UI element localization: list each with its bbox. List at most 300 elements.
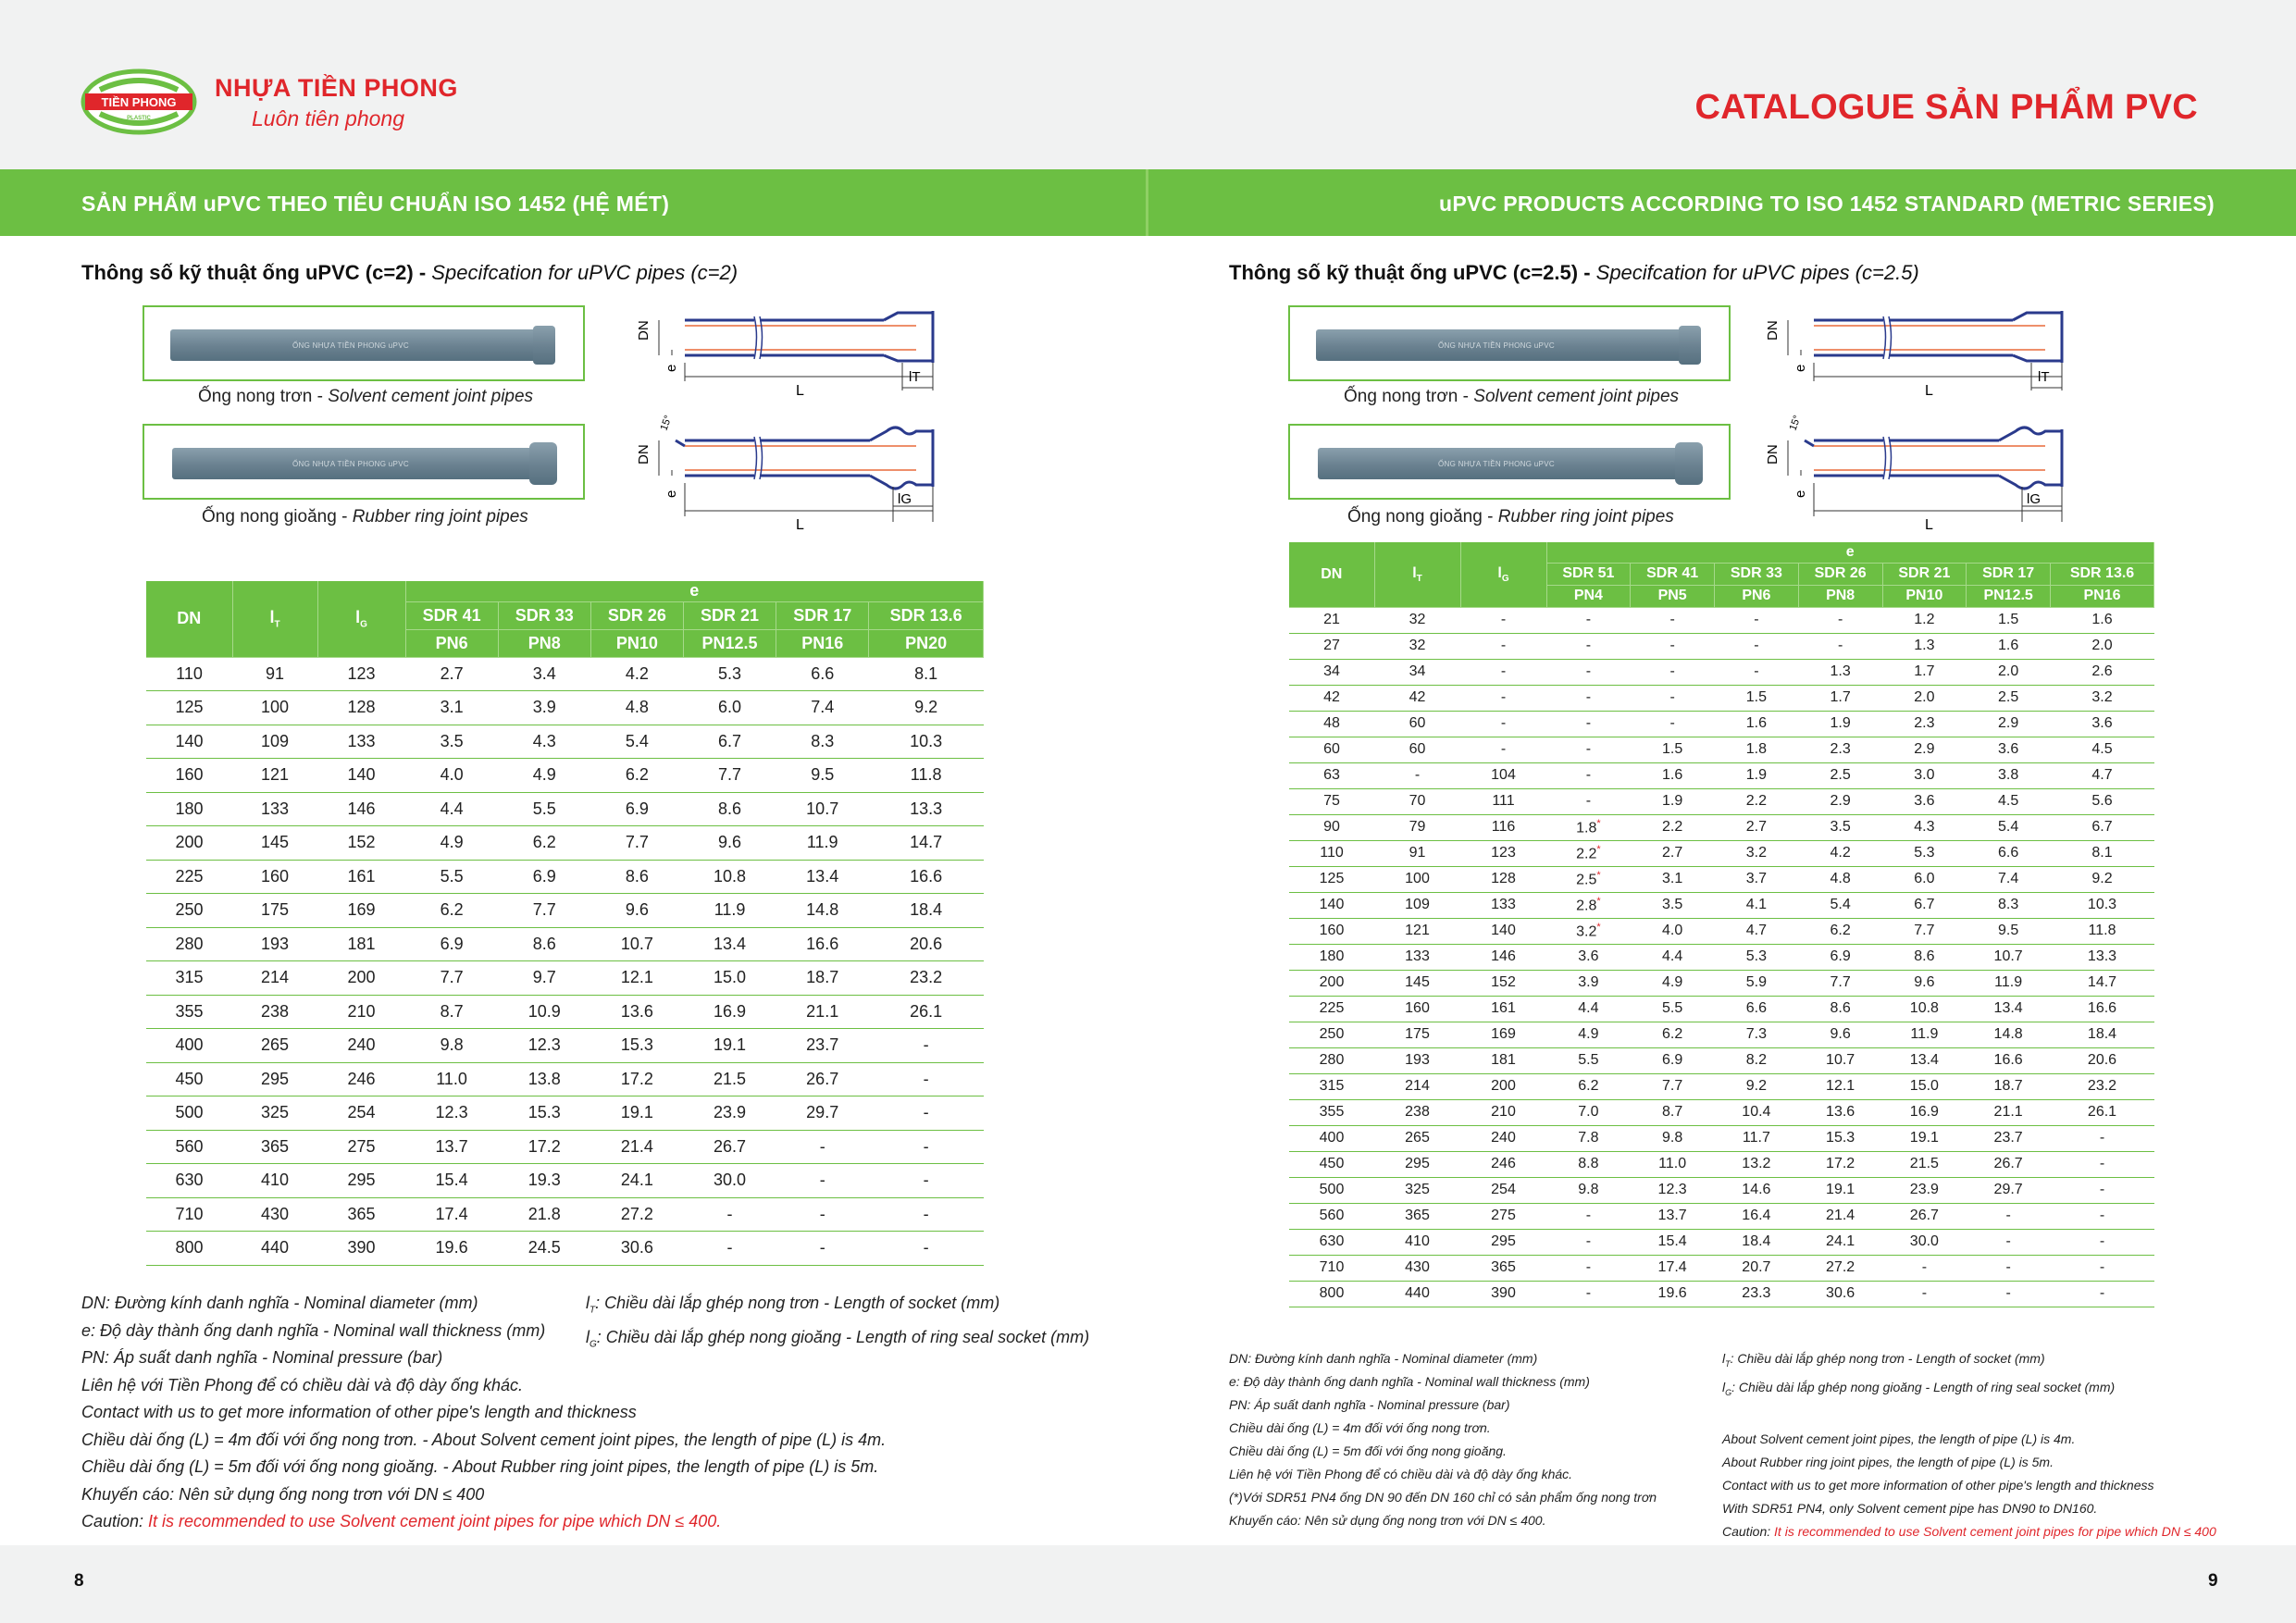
table-cell: 6.0 xyxy=(683,691,776,725)
table-cell: 1.5 xyxy=(1967,607,2051,633)
table-cell: 800 xyxy=(146,1232,232,1266)
table-row xyxy=(1289,685,2154,711)
table-cell: 10.9 xyxy=(498,995,590,1029)
table-cell: 7.4 xyxy=(776,691,869,725)
col-lt: $l_T$ xyxy=(232,581,317,657)
right-photo-rubber: ỐNG NHỰA TIỀN PHONG uPVC xyxy=(1288,424,1731,500)
table-cell: 9.2 xyxy=(869,691,984,725)
pn-header: PN10 xyxy=(590,629,683,657)
table-cell: 169 xyxy=(317,894,405,928)
table-cell: - xyxy=(1967,1255,2051,1281)
table-cell: 16.6 xyxy=(1967,1047,2051,1073)
table-cell: 161 xyxy=(1460,996,1546,1022)
table-cell: 210 xyxy=(1460,1099,1546,1125)
table-cell: 3.5 xyxy=(405,725,498,759)
svg-text:L: L xyxy=(796,383,804,399)
table-cell: 295 xyxy=(317,1164,405,1198)
table-cell: 3.5 xyxy=(1798,814,1882,840)
table-cell: - xyxy=(1546,1203,1631,1229)
table-cell: - xyxy=(1882,1281,1967,1307)
table-cell: 140 xyxy=(1460,918,1546,944)
right-diagram-rubber xyxy=(1765,414,2073,539)
table-cell: 9.6 xyxy=(1882,970,1967,996)
table-cell: 1.8 xyxy=(1715,737,1799,762)
table-cell: 2.7 xyxy=(1631,840,1715,866)
table-cell: 26.1 xyxy=(869,995,984,1029)
table-row xyxy=(1289,1125,2154,1151)
col-lg: $l_G$ xyxy=(317,581,405,657)
table-cell: 410 xyxy=(1374,1229,1460,1255)
table-cell: 450 xyxy=(1289,1151,1374,1177)
table-cell: 7.3 xyxy=(1715,1022,1799,1047)
table-cell: 325 xyxy=(1374,1177,1460,1203)
table-row xyxy=(1289,918,2154,944)
table-cell: 60 xyxy=(1289,737,1374,762)
table-cell: - xyxy=(2051,1255,2154,1281)
table-cell: 23.9 xyxy=(683,1096,776,1131)
table-row xyxy=(1289,659,2154,685)
table-cell: - xyxy=(1546,1229,1631,1255)
svg-text:lT: lT xyxy=(909,369,921,385)
table-row xyxy=(146,894,984,928)
svg-text:15°: 15° xyxy=(1787,414,1804,433)
table-cell: 160 xyxy=(146,759,232,793)
svg-text:lG: lG xyxy=(898,491,912,507)
table-cell: - xyxy=(1631,685,1715,711)
svg-text:L: L xyxy=(1925,383,1933,399)
table-cell: 13.4 xyxy=(683,927,776,961)
table-cell: 10.8 xyxy=(683,860,776,894)
table-cell: 13.3 xyxy=(2051,944,2154,970)
table-cell: - xyxy=(869,1232,984,1266)
table-cell: - xyxy=(1631,659,1715,685)
table-cell: 5.4 xyxy=(590,725,683,759)
table-cell: 11.0 xyxy=(405,1062,498,1096)
table-cell: 2.7 xyxy=(1715,814,1799,840)
table-cell: 21.1 xyxy=(776,995,869,1029)
table-cell: - xyxy=(1546,1255,1631,1281)
table-cell: 7.7 xyxy=(590,826,683,861)
sdr-header: SDR 26 xyxy=(1798,563,1882,585)
col-dn: DN xyxy=(1289,542,1374,607)
svg-text:15°: 15° xyxy=(658,414,675,433)
table-cell: 6.2 xyxy=(590,759,683,793)
table-cell: 10.4 xyxy=(1715,1099,1799,1125)
table-cell: - xyxy=(1546,788,1631,814)
table-cell: 10.7 xyxy=(590,927,683,961)
table-cell: 123 xyxy=(1460,840,1546,866)
table-cell: 15.3 xyxy=(498,1096,590,1131)
table-cell: 8.6 xyxy=(683,792,776,826)
table-cell: - xyxy=(1798,633,1882,659)
table-cell: 710 xyxy=(146,1197,232,1232)
pn-header: PN8 xyxy=(1798,585,1882,607)
table-cell: 6.2 xyxy=(498,826,590,861)
table-cell: 315 xyxy=(1289,1073,1374,1099)
table-cell: 2.5 xyxy=(1967,685,2051,711)
table-cell: 23.7 xyxy=(1967,1125,2051,1151)
table-cell: 5.3 xyxy=(1715,944,1799,970)
table-cell: 21 xyxy=(1289,607,1374,633)
table-cell: 4.5 xyxy=(2051,737,2154,762)
table-row xyxy=(1289,1099,2154,1125)
table-cell: 32 xyxy=(1374,633,1460,659)
table-cell: 152 xyxy=(317,826,405,861)
table-cell: 365 xyxy=(1460,1255,1546,1281)
table-cell: 246 xyxy=(317,1062,405,1096)
table-cell: - xyxy=(1631,607,1715,633)
table-cell: 1.5 xyxy=(1715,685,1799,711)
table-cell: - xyxy=(1967,1229,2051,1255)
table-cell: 111 xyxy=(1460,788,1546,814)
right-spec-table xyxy=(1289,542,2154,1307)
table-cell: - xyxy=(683,1197,776,1232)
table-cell: 710 xyxy=(1289,1255,1374,1281)
table-cell: 121 xyxy=(1374,918,1460,944)
table-cell: 5.5 xyxy=(405,860,498,894)
table-cell: 23.9 xyxy=(1882,1177,1967,1203)
table-cell: 19.1 xyxy=(590,1096,683,1131)
table-cell: 10.8 xyxy=(1882,996,1967,1022)
table-cell: 6.7 xyxy=(1882,892,1967,918)
table-row xyxy=(146,657,984,691)
table-cell: 24.5 xyxy=(498,1232,590,1266)
table-row xyxy=(146,826,984,861)
table-cell: 315 xyxy=(146,961,232,996)
table-cell: 18.4 xyxy=(869,894,984,928)
table-cell: - xyxy=(1546,1281,1631,1307)
table-row xyxy=(146,860,984,894)
sdr-header: SDR 21 xyxy=(683,601,776,629)
table-cell: 29.7 xyxy=(776,1096,869,1131)
table-cell: 70 xyxy=(1374,788,1460,814)
table-cell: 9.7 xyxy=(498,961,590,996)
table-cell: 1.6 xyxy=(1631,762,1715,788)
sdr-header: SDR 21 xyxy=(1882,563,1967,585)
table-row xyxy=(146,1096,984,1131)
table-cell: 8.1 xyxy=(2051,840,2154,866)
table-cell: 5.5 xyxy=(1546,1047,1631,1073)
table-cell: 20.7 xyxy=(1715,1255,1799,1281)
table-cell: 4.9 xyxy=(405,826,498,861)
table-cell: 11.9 xyxy=(776,826,869,861)
table-cell: 27 xyxy=(1289,633,1374,659)
table-cell: 7.0 xyxy=(1546,1099,1631,1125)
table-cell: 5.3 xyxy=(683,657,776,691)
table-cell: 12.3 xyxy=(498,1029,590,1063)
table-cell: 140 xyxy=(317,759,405,793)
table-cell: 23.2 xyxy=(869,961,984,996)
table-cell: 15.3 xyxy=(1798,1125,1882,1151)
table-cell: - xyxy=(1631,633,1715,659)
sdr-header: SDR 41 xyxy=(405,601,498,629)
table-cell: 2.6 xyxy=(2051,659,2154,685)
table-cell: 2.7 xyxy=(405,657,498,691)
table-cell: 275 xyxy=(1460,1203,1546,1229)
pn-header: PN20 xyxy=(869,629,984,657)
table-cell: - xyxy=(1546,685,1631,711)
table-cell: 4.3 xyxy=(1882,814,1967,840)
table-cell: 17.4 xyxy=(1631,1255,1715,1281)
table-cell: 21.5 xyxy=(683,1062,776,1096)
table-cell: 560 xyxy=(146,1130,232,1164)
table-cell: 6.0 xyxy=(1882,866,1967,892)
sdr-header: SDR 17 xyxy=(1967,563,2051,585)
table-cell: 440 xyxy=(232,1232,317,1266)
table-cell: 123 xyxy=(317,657,405,691)
table-cell: 225 xyxy=(1289,996,1374,1022)
table-cell: 4.8 xyxy=(1798,866,1882,892)
table-cell: 13.6 xyxy=(590,995,683,1029)
table-cell: 128 xyxy=(317,691,405,725)
table-cell: 6.9 xyxy=(498,860,590,894)
right-spec-title: Thông số kỹ thuật ống uPVC (c=2.5) - Specifcation for uPVC pipes (c=2.5) xyxy=(1229,261,1919,284)
table-cell: 7.7 xyxy=(1882,918,1967,944)
table-cell: 280 xyxy=(146,927,232,961)
table-cell: 3.4 xyxy=(498,657,590,691)
table-cell: 90 xyxy=(1289,814,1374,840)
table-cell: - xyxy=(1460,607,1546,633)
table-cell: 11.8 xyxy=(2051,918,2154,944)
table-cell: 440 xyxy=(1374,1281,1460,1307)
table-cell: 16.6 xyxy=(2051,996,2154,1022)
table-cell: 2.8* xyxy=(1546,892,1631,918)
table-cell: 9.5 xyxy=(776,759,869,793)
table-cell: 133 xyxy=(317,725,405,759)
table-row xyxy=(1289,1047,2154,1073)
table-cell: 3.7 xyxy=(1715,866,1799,892)
table-cell: 2.0 xyxy=(1967,659,2051,685)
table-cell: 146 xyxy=(1460,944,1546,970)
table-cell: 21.4 xyxy=(1798,1203,1882,1229)
sdr-header: SDR 33 xyxy=(498,601,590,629)
table-cell: 16.6 xyxy=(776,927,869,961)
table-row xyxy=(146,759,984,793)
table-cell: 21.1 xyxy=(1967,1099,2051,1125)
table-cell: 34 xyxy=(1374,659,1460,685)
table-row xyxy=(146,1164,984,1198)
table-cell: 3.6 xyxy=(1882,788,1967,814)
table-cell: 2.5* xyxy=(1546,866,1631,892)
table-cell: 160 xyxy=(1374,996,1460,1022)
table-cell: 13.7 xyxy=(405,1130,498,1164)
table-cell: 14.8 xyxy=(1967,1022,2051,1047)
table-cell: 17.2 xyxy=(1798,1151,1882,1177)
table-cell: 10.7 xyxy=(1798,1047,1882,1073)
pn-header: PN12.5 xyxy=(1967,585,2051,607)
right-photo-solvent: ỐNG NHỰA TIỀN PHONG uPVC xyxy=(1288,305,1731,381)
table-cell: 140 xyxy=(146,725,232,759)
table-cell: 6.7 xyxy=(683,725,776,759)
table-cell: 2.2* xyxy=(1546,840,1631,866)
table-cell: 4.9 xyxy=(1546,1022,1631,1047)
table-cell: 18.4 xyxy=(2051,1022,2154,1047)
table-cell: 42 xyxy=(1289,685,1374,711)
table-cell: 27.2 xyxy=(1798,1255,1882,1281)
left-caption-solvent: Ống nong trơn - Solvent cement joint pipes xyxy=(198,387,534,406)
table-cell: 2.3 xyxy=(1882,711,1967,737)
pn-header: PN6 xyxy=(405,629,498,657)
table-cell: - xyxy=(1798,607,1882,633)
table-cell: 8.6 xyxy=(1882,944,1967,970)
table-cell: 390 xyxy=(1460,1281,1546,1307)
table-cell: 1.7 xyxy=(1882,659,1967,685)
left-spec-title: Thông số kỹ thuật ống uPVC (c=2) - Specifcation for uPVC pipes (c=2) xyxy=(81,261,738,284)
table-cell: 2.2 xyxy=(1631,814,1715,840)
table-cell: 63 xyxy=(1289,762,1374,788)
table-cell: - xyxy=(1967,1281,2051,1307)
table-cell: 11.0 xyxy=(1631,1151,1715,1177)
table-cell: 21.5 xyxy=(1882,1151,1967,1177)
table-cell: 2.9 xyxy=(1882,737,1967,762)
table-cell: - xyxy=(2051,1203,2154,1229)
table-cell: 24.1 xyxy=(1798,1229,1882,1255)
table-cell: 1.9 xyxy=(1715,762,1799,788)
brand-slogan: Luôn tiên phong xyxy=(252,106,404,130)
svg-text:DN: DN xyxy=(636,444,652,465)
svg-text:e: e xyxy=(1793,489,1808,498)
table-cell: 146 xyxy=(317,792,405,826)
table-cell: 16.9 xyxy=(1882,1099,1967,1125)
svg-text:lG: lG xyxy=(2027,491,2041,507)
table-cell: 4.0 xyxy=(405,759,498,793)
table-cell: 16.4 xyxy=(1715,1203,1799,1229)
table-cell: - xyxy=(1460,685,1546,711)
table-cell: 265 xyxy=(1374,1125,1460,1151)
table-cell: 1.8* xyxy=(1546,814,1631,840)
table-cell: 60 xyxy=(1374,711,1460,737)
table-cell: 4.8 xyxy=(590,691,683,725)
table-cell: 27.2 xyxy=(590,1197,683,1232)
table-cell: 20.6 xyxy=(869,927,984,961)
table-cell: 4.7 xyxy=(2051,762,2154,788)
table-cell: 15.4 xyxy=(405,1164,498,1198)
table-cell: 17.2 xyxy=(498,1130,590,1164)
table-cell: 9.6 xyxy=(683,826,776,861)
table-cell: 7.7 xyxy=(498,894,590,928)
table-cell: 240 xyxy=(317,1029,405,1063)
table-cell: 9.5 xyxy=(1967,918,2051,944)
table-cell: 6.9 xyxy=(405,927,498,961)
table-cell: 12.1 xyxy=(590,961,683,996)
table-cell: 133 xyxy=(1460,892,1546,918)
table-row xyxy=(146,995,984,1029)
table-cell: - xyxy=(1715,633,1799,659)
table-cell: 7.7 xyxy=(1798,970,1882,996)
table-row xyxy=(146,1232,984,1266)
table-cell: 133 xyxy=(1374,944,1460,970)
table-cell: 6.9 xyxy=(590,792,683,826)
table-cell: - xyxy=(2051,1151,2154,1177)
table-cell: 225 xyxy=(146,860,232,894)
table-cell: 6.2 xyxy=(1798,918,1882,944)
table-cell: 1.2 xyxy=(1882,607,1967,633)
table-cell: 3.6 xyxy=(1546,944,1631,970)
pn-header: PN6 xyxy=(1715,585,1799,607)
tien-phong-logo xyxy=(81,69,196,134)
table-cell: 9.2 xyxy=(2051,866,2154,892)
table-cell: - xyxy=(869,1029,984,1063)
table-cell: 7.7 xyxy=(1631,1073,1715,1099)
table-cell: 17.4 xyxy=(405,1197,498,1232)
table-cell: 10.7 xyxy=(1967,944,2051,970)
sdr-header: SDR 13.6 xyxy=(2051,563,2154,585)
table-cell: 18.7 xyxy=(1967,1073,2051,1099)
table-cell: - xyxy=(869,1164,984,1198)
col-e: e xyxy=(405,581,984,601)
table-cell: 8.6 xyxy=(498,927,590,961)
svg-text:TIỀN PHONG: TIỀN PHONG xyxy=(101,95,177,109)
table-cell: 4.9 xyxy=(1631,970,1715,996)
section-title-en: uPVC PRODUCTS ACCORDING TO ISO 1452 STANDARD (METRIC SERIES) xyxy=(1439,192,2215,216)
table-cell: 246 xyxy=(1460,1151,1546,1177)
table-cell: 450 xyxy=(146,1062,232,1096)
table-cell: 13.6 xyxy=(1798,1099,1882,1125)
table-cell: 12.3 xyxy=(405,1096,498,1131)
table-cell: 14.6 xyxy=(1715,1177,1799,1203)
table-cell: - xyxy=(776,1164,869,1198)
table-row xyxy=(146,792,984,826)
table-cell: 19.6 xyxy=(1631,1281,1715,1307)
table-cell: 11.7 xyxy=(1715,1125,1799,1151)
table-cell: 152 xyxy=(1460,970,1546,996)
table-cell: 181 xyxy=(317,927,405,961)
table-cell: 1.7 xyxy=(1798,685,1882,711)
table-cell: 26.7 xyxy=(1967,1151,2051,1177)
table-cell: 104 xyxy=(1460,762,1546,788)
table-cell: 30.6 xyxy=(1798,1281,1882,1307)
table-cell: 410 xyxy=(232,1164,317,1198)
left-spec-table xyxy=(146,581,984,1266)
table-cell: 4.5 xyxy=(1967,788,2051,814)
table-row xyxy=(1289,814,2154,840)
table-cell: 355 xyxy=(146,995,232,1029)
table-cell: 14.8 xyxy=(776,894,869,928)
table-cell: 8.6 xyxy=(590,860,683,894)
table-cell: 250 xyxy=(1289,1022,1374,1047)
table-cell: 630 xyxy=(146,1164,232,1198)
table-cell: 3.2 xyxy=(2051,685,2154,711)
pn-header: PN16 xyxy=(2051,585,2154,607)
table-row xyxy=(1289,1151,2154,1177)
table-cell: 5.9 xyxy=(1715,970,1799,996)
table-cell: 560 xyxy=(1289,1203,1374,1229)
table-cell: 23.7 xyxy=(776,1029,869,1063)
table-cell: 19.3 xyxy=(498,1164,590,1198)
table-cell: 12.3 xyxy=(1631,1177,1715,1203)
table-cell: 3.2 xyxy=(1715,840,1799,866)
table-cell: 16.6 xyxy=(869,860,984,894)
pn-header: PN12.5 xyxy=(683,629,776,657)
table-cell: 18.7 xyxy=(776,961,869,996)
table-cell: 8.7 xyxy=(1631,1099,1715,1125)
table-cell: 8.2 xyxy=(1715,1047,1799,1073)
table-cell: 161 xyxy=(317,860,405,894)
table-cell: 11.9 xyxy=(1882,1022,1967,1047)
page-number-right: 9 xyxy=(2208,1571,2218,1591)
svg-text:PLASTIC: PLASTIC xyxy=(127,116,151,121)
page-number-left: 8 xyxy=(74,1571,84,1591)
table-cell: 9.8 xyxy=(1546,1177,1631,1203)
table-cell: 295 xyxy=(1374,1151,1460,1177)
table-cell: 169 xyxy=(1460,1022,1546,1047)
svg-text:DN: DN xyxy=(1765,320,1781,341)
table-cell: 91 xyxy=(232,657,317,691)
pn-header: PN4 xyxy=(1546,585,1631,607)
table-cell: - xyxy=(1715,659,1799,685)
table-cell: 214 xyxy=(232,961,317,996)
table-cell: 6.7 xyxy=(2051,814,2154,840)
